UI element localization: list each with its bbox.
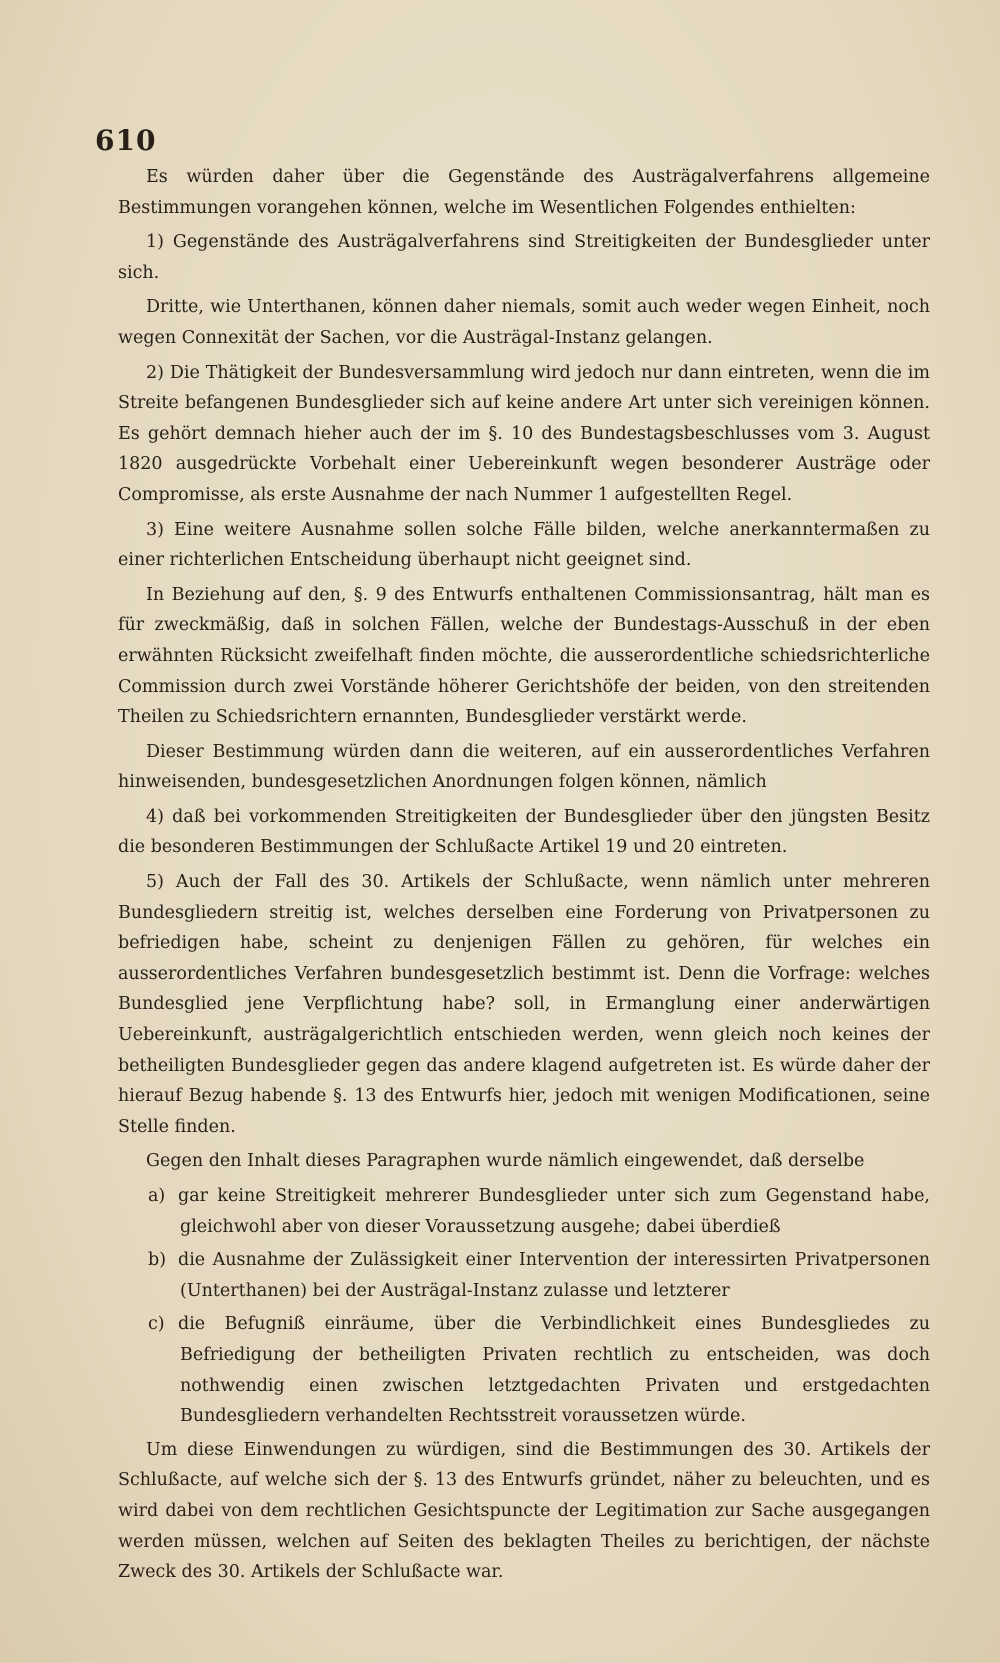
paragraph: Um diese Einwendungen zu würdigen, sind die Bestimmungen des 30. Artikels der Schlußacte, auf welche sich der §. 13 des Entwurfs gründet, näher zu beleuchten, und es wird dabei von dem rechtlichen Gesichtspuncte der Legitimation zur Sache ausgegangen werden müssen, welchen auf Seiten des beklagten Theiles zu berichtigen, der nächste Zweck des 30. Artikels der Schlußacte war. [118, 1439, 930, 1583]
subitem-label: b) [148, 1250, 167, 1271]
numbered-paragraph: 5) Auch der Fall des 30. Artikels der Schlußacte, wenn nämlich unter mehreren Bundesgliedern streitig ist, welches derselben eine Forderung von Privatpersonen zu befriedigen habe, scheint zu denjenigen Fällen zu gehören, für welches ein ausserordentliches Verfahren bundesgesetzlich bestimmt ist. Denn die Vorfrage: welches Bundesglied jene Verpflichtung habe? soll, in Ermanglung einer anderwärtigen Uebereinkunft, austrägalgerichtlich entschieden werden, wenn gleich noch keines der betheiligten Bundesglieder gegen das andere klagend aufgetreten ist. Es würde daher der hierauf Bezug habende §. 13 des Entwurfs hier, jedoch mit wenigen Modificationen, seine Stelle finden. [118, 872, 930, 1137]
paragraph: Dieser Bestimmung würden dann die weiteren, auf ein ausserordentliches Verfahren hinweisenden, bundesgesetzlichen Anordnungen folgen können, nämlich [118, 741, 930, 793]
paragraph: Gegen den Inhalt dieses Paragraphen wurde nämlich eingewendet, daß derselbe [146, 1151, 865, 1172]
paragraph: Es würden daher über die Gegenstände des Austrägalverfahrens allgemeine Bestimmungen vorangehen können, welche im Wesentlichen Folgendes enthielten: [118, 167, 930, 218]
page-number: 610 [95, 124, 157, 157]
subitem-text: gar keine Streitigkeit mehrerer Bundesglieder unter sich zum Gegenstand habe, gleichwohl aber von dieser Voraussetzung ausgehe; dabei überdieß [178, 1186, 930, 1237]
enumerated-subitem [118, 1309, 930, 1431]
subitem-label: a) [148, 1186, 166, 1206]
subitem-label: c) [148, 1314, 165, 1335]
numbered-paragraph: 4) daß bei vorkommenden Streitigkeiten der Bundesglieder über den jüngsten Besitz die besonderen Bestimmungen der Schlußacte Artikel 19 und 20 eintreten. [118, 806, 930, 858]
paragraph: In Beziehung auf den, §. 9 des Entwurfs enthaltenen Commissionsantrag, hält man es für zweckmäßig, daß in solchen Fällen, welche der Bundestags-Ausschuß in der eben erwähnten Rücksicht zweifelhaft finden möchte, die ausserordentliche schiedsrichterliche Commission durch zwei Vorstände höherer Gerichtshöfe der beiden, von den streitenden Theilen zu Schiedsrichtern ernannten, Bundesglieder verstärkt werde. [118, 584, 930, 728]
subitem-text: die Ausnahme der Zulässigkeit einer Intervention der interessirten Privatpersonen (Unterthanen) bei der Austrägal-Instanz zulasse und letzterer [178, 1250, 930, 1301]
numbered-paragraph: 3) Eine weitere Ausnahme sollen solche Fälle bilden, welche anerkanntermaßen zu einer richterlichen Entscheidung überhaupt nicht geeignet sind. [118, 519, 930, 571]
enumerated-subitem [118, 1245, 930, 1306]
enumerated-subitem [118, 1181, 930, 1242]
body-text [118, 162, 930, 1592]
numbered-paragraph: 1) Gegenstände des Austrägalverfahrens sind Streitigkeiten der Bundesglieder unter sich. [118, 232, 930, 283]
paragraph: Dritte, wie Unterthanen, können daher niemals, somit auch weder wegen Einheit, noch wegen Connexität der Sachen, vor die Austrägal-Instanz gelangen. [118, 297, 930, 348]
subitem-text: die Befugniß einräume, über die Verbindlichkeit eines Bundesgliedes zu Befriedigung der betheiligten Privaten rechtlich zu entscheiden, was doch nothwendig einen zwischen letztgedachten Privaten und erstgedachten Bundesgliedern verhandelten Rechtsstreit voraussetzen würde. [178, 1314, 930, 1427]
numbered-paragraph: 2) Die Thätigkeit der Bundesversammlung wird jedoch nur dann eintreten, wenn die im Streite befangenen Bundesglieder sich auf keine andere Art unter sich vereinigen können. Es gehört demnach hieher auch der im §. 10 des Bundestagsbeschlusses vom 3. August 1820 ausgedrückte Vorbehalt einer Uebereinkunft wegen besonderer Austräge oder Compromisse, als erste Ausnahme der nach Nummer 1 aufgestellten Regel. [118, 362, 930, 505]
